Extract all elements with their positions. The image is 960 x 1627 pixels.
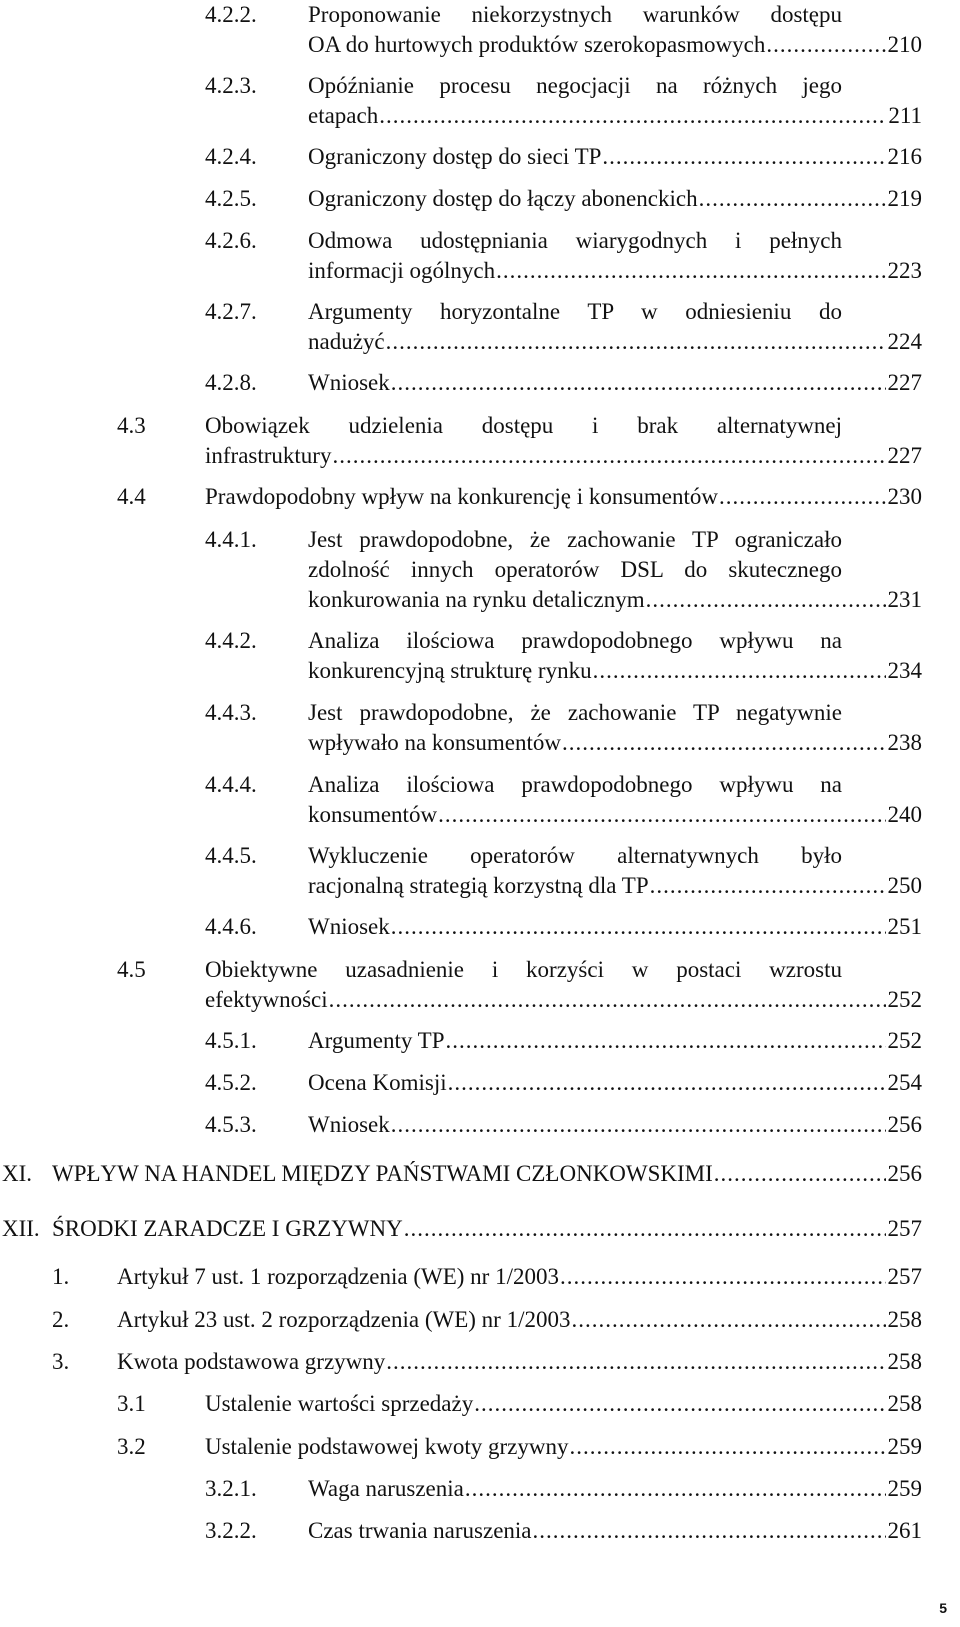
toc-entry-title: Ograniczony dostęp do łączy abonenckich xyxy=(308,186,698,211)
toc-entry[interactable] xyxy=(0,1432,960,1461)
toc-entry-page: 230 xyxy=(887,484,922,509)
toc-entry-title-line xyxy=(117,1305,922,1335)
toc-entry[interactable] xyxy=(0,626,960,684)
toc-entry-page: 227 xyxy=(887,443,922,468)
toc-entry[interactable] xyxy=(0,71,960,129)
toc-entry-body xyxy=(308,297,922,357)
dot-leader xyxy=(438,800,885,830)
toc-entry[interactable] xyxy=(0,841,960,899)
toc-entry-page: 258 xyxy=(887,1307,922,1332)
toc-entry-title-line xyxy=(308,101,922,131)
toc-entry-number: 4.2.8. xyxy=(205,370,257,395)
toc-entry-number: 4.2.5. xyxy=(205,186,257,211)
dot-leader xyxy=(329,985,886,1015)
toc-entry-title-line xyxy=(308,142,922,172)
toc-entry-page: 211 xyxy=(888,103,922,128)
toc-entry-title-line: Obiektywne uzasadnienie i korzyści w postaci wzrostu xyxy=(205,957,842,982)
toc-entry-title: racjonalną strategią korzystną dla TP xyxy=(308,873,649,898)
toc-entry-title-line xyxy=(308,1516,922,1546)
toc-entry-title-line xyxy=(308,184,922,214)
toc-entry-body xyxy=(308,698,922,758)
toc-entry-body xyxy=(205,1389,922,1419)
toc-entry-title-line xyxy=(205,482,922,512)
toc-entry-title: konkurencyjną strukturę rynku xyxy=(308,658,592,683)
toc-entry-title-line xyxy=(205,1432,922,1462)
toc-entry[interactable] xyxy=(0,1262,960,1291)
dot-leader xyxy=(448,1068,886,1098)
toc-entry-page: 224 xyxy=(887,329,922,354)
dot-leader xyxy=(391,912,886,942)
toc-entry-number: 4.5 xyxy=(117,957,146,982)
toc-entry[interactable] xyxy=(0,1026,960,1055)
dot-leader xyxy=(379,101,886,131)
toc-entry-title: Argumenty TP xyxy=(308,1028,445,1053)
toc-entry-number: 4.3 xyxy=(117,413,146,438)
toc-entry-number: 4.4.6. xyxy=(205,914,257,939)
toc-entry-title: konsumentów xyxy=(308,802,438,827)
dot-leader xyxy=(533,1516,886,1546)
toc-entry-body xyxy=(308,1026,922,1056)
toc-entry-number: 4.4.5. xyxy=(205,843,257,868)
toc-entry[interactable] xyxy=(0,1068,960,1097)
toc-entry-number: 4.2.7. xyxy=(205,299,257,324)
toc-entry-title-line xyxy=(52,1159,922,1189)
toc-entry-title: Prawdopodobny wpływ na konkurencję i konsumentów xyxy=(205,484,718,509)
toc-entry[interactable] xyxy=(0,1347,960,1376)
toc-entry-number: 4.4.2. xyxy=(205,628,257,653)
toc-entry-title: OA do hurtowych produktów szerokopasmowych xyxy=(308,32,766,57)
dot-leader xyxy=(391,368,886,398)
toc-entry-body xyxy=(308,226,922,286)
toc-entry-title-line xyxy=(308,1474,922,1504)
toc-entry-page: 256 xyxy=(887,1161,922,1186)
toc-entry[interactable] xyxy=(0,1474,960,1503)
dot-leader xyxy=(391,1110,886,1140)
toc-entry-body xyxy=(308,368,922,398)
dot-leader xyxy=(602,142,885,172)
toc-entry-page: 238 xyxy=(887,730,922,755)
toc-entry-title-line xyxy=(308,30,922,60)
dot-leader xyxy=(569,1432,885,1462)
toc-entry-page: 219 xyxy=(887,186,922,211)
toc-entry-body xyxy=(205,482,922,512)
toc-entry-page: 234 xyxy=(887,658,922,683)
toc-entry-title-line: Obowiązek udzielenia dostępu i brak alternatywnej xyxy=(205,413,842,438)
toc-entry[interactable] xyxy=(0,1389,960,1418)
toc-entry-page: 216 xyxy=(887,144,922,169)
toc-entry-number: 1. xyxy=(52,1264,70,1289)
toc-entry-title-line xyxy=(308,728,922,758)
toc-entry-page: 231 xyxy=(887,587,922,612)
dot-leader xyxy=(404,1214,886,1244)
dot-leader xyxy=(593,656,886,686)
toc-entry-title-line: Argumenty horyzontalne TP w odniesieniu do xyxy=(308,299,842,324)
toc-entry-title-line xyxy=(205,441,922,471)
dot-leader xyxy=(562,728,886,758)
toc-entry-body xyxy=(308,525,922,615)
toc-entry[interactable] xyxy=(0,297,960,355)
toc-entry-title: Wniosek xyxy=(308,370,390,395)
toc-entry-body xyxy=(308,626,922,686)
toc-entry-title: Ocena Komisji xyxy=(308,1070,447,1095)
toc-entry[interactable] xyxy=(0,142,960,171)
toc-entry-body xyxy=(205,1432,922,1462)
toc-entry-title-line: Jest prawdopodobne, że zachowanie TP negatywnie xyxy=(308,700,842,725)
toc-entry-number: 3.2 xyxy=(117,1434,146,1459)
dot-leader xyxy=(766,30,885,60)
dot-leader xyxy=(386,1347,885,1377)
toc-entry-body xyxy=(308,1474,922,1504)
toc-entry-page: 252 xyxy=(887,1028,922,1053)
toc-entry-number: 4.5.3. xyxy=(205,1112,257,1137)
toc-entry-page: 254 xyxy=(887,1070,922,1095)
dot-leader xyxy=(465,1474,886,1504)
toc-entry-page: 250 xyxy=(887,873,922,898)
toc-entry-body xyxy=(52,1159,922,1189)
toc-entry-number: 4.2.2. xyxy=(205,2,257,27)
toc-entry-title: konkurowania na rynku detalicznym xyxy=(308,587,645,612)
toc-entry[interactable] xyxy=(0,1305,960,1334)
dot-leader xyxy=(719,482,886,512)
toc-entry-title-line: Proponowanie niekorzystnych warunków dostępu xyxy=(308,2,842,27)
toc-entry-title-line xyxy=(308,585,922,615)
toc-entry-title: nadużyć xyxy=(308,329,385,354)
toc-entry-page: 259 xyxy=(887,1434,922,1459)
toc-entry-page: 259 xyxy=(887,1476,922,1501)
toc-entry-title: infrastruktury xyxy=(205,443,332,468)
toc-entry-title: wpływało na konsumentów xyxy=(308,730,561,755)
toc-entry-body xyxy=(308,1110,922,1140)
toc-entry[interactable] xyxy=(0,226,960,284)
toc-entry-body xyxy=(308,912,922,942)
toc-entry-title-line xyxy=(308,912,922,942)
toc-entry-title-line xyxy=(205,1389,922,1419)
toc-entry-title-line xyxy=(308,871,922,901)
toc-entry-title: Ustalenie wartości sprzedaży xyxy=(205,1391,474,1416)
toc-entry-body xyxy=(52,1214,922,1244)
toc-entry[interactable] xyxy=(0,1110,960,1139)
toc-entry-number: XII. xyxy=(2,1216,40,1241)
dot-leader xyxy=(332,441,885,471)
toc-entry-page: 261 xyxy=(887,1518,922,1543)
toc-entry-body xyxy=(308,71,922,131)
toc-entry-number: 4.4.4. xyxy=(205,772,257,797)
dot-leader xyxy=(714,1159,886,1189)
toc-entry-number: 4.4.3. xyxy=(205,700,257,725)
toc-entry-page: 210 xyxy=(887,32,922,57)
toc-entry-title-line xyxy=(117,1347,922,1377)
toc-entry-title-line xyxy=(308,327,922,357)
toc-entry-number: 3.1 xyxy=(117,1391,146,1416)
dot-leader xyxy=(474,1389,885,1419)
toc-entry-number: 4.5.1. xyxy=(205,1028,257,1053)
dot-leader xyxy=(496,256,885,286)
toc-entry-title-line: Jest prawdopodobne, że zachowanie TP ograniczało xyxy=(308,527,842,552)
toc-entry-body xyxy=(308,184,922,214)
toc-entry-page: 256 xyxy=(887,1112,922,1137)
toc-entry-body xyxy=(308,1516,922,1546)
toc-entry-page: 252 xyxy=(887,987,922,1012)
toc-entry-page: 258 xyxy=(887,1391,922,1416)
toc-entry[interactable] xyxy=(0,912,960,941)
toc-entry-title-line xyxy=(308,368,922,398)
toc-entry-page: 227 xyxy=(887,370,922,395)
toc-entry-title: WPŁYW NA HANDEL MIĘDZY PAŃSTWAMI CZŁONKOWSKIMI xyxy=(52,1161,713,1186)
toc-entry[interactable] xyxy=(0,770,960,828)
toc-entry-page: 251 xyxy=(887,914,922,939)
toc-entry-title-line xyxy=(308,656,922,686)
toc-entry-number: 3.2.2. xyxy=(205,1518,257,1543)
toc-entry-title-line: Odmowa udostępniania wiarygodnych i pełnych xyxy=(308,228,842,253)
toc-entry-body xyxy=(308,770,922,830)
dot-leader xyxy=(446,1026,886,1056)
toc-entry-number: 4.2.4. xyxy=(205,144,257,169)
toc-entry-body xyxy=(117,1262,922,1292)
toc-entry-title: informacji ogólnych xyxy=(308,258,496,283)
toc-entry-title: ŚRODKI ZARADCZE I GRZYWNY xyxy=(52,1216,403,1241)
dot-leader xyxy=(646,585,886,615)
toc-entry[interactable] xyxy=(0,525,960,612)
toc-entry[interactable] xyxy=(0,698,960,756)
dot-leader xyxy=(699,184,886,214)
toc-entry[interactable] xyxy=(0,482,960,511)
toc-entry-number: 4.2.3. xyxy=(205,73,257,98)
toc-entry-body xyxy=(308,1068,922,1098)
toc-entry-page: 223 xyxy=(887,258,922,283)
toc-entry-page: 257 xyxy=(887,1216,922,1241)
dot-leader xyxy=(386,327,886,357)
toc-entry-number: 4.4.1. xyxy=(205,527,257,552)
toc-entry-body xyxy=(308,142,922,172)
toc-entry-page: 258 xyxy=(887,1349,922,1374)
page-number: 5 xyxy=(939,1600,947,1616)
toc-entry[interactable] xyxy=(0,411,960,469)
toc-entry-body xyxy=(117,1305,922,1335)
toc-entry-title-line: zdolność innych operatorów DSL do skutecznego xyxy=(308,557,842,582)
toc-entry-title-line: Opóźnianie procesu negocjacji na różnych jego xyxy=(308,73,842,98)
toc-entry[interactable] xyxy=(0,368,960,397)
toc-entry-number: 3.2.1. xyxy=(205,1476,257,1501)
toc-entry-page: 257 xyxy=(887,1264,922,1289)
toc-entry[interactable] xyxy=(0,955,960,1013)
toc-entry-title: Wniosek xyxy=(308,1112,390,1137)
toc-entry[interactable] xyxy=(0,0,960,58)
toc-entry-number: 4.2.6. xyxy=(205,228,257,253)
toc-entry[interactable] xyxy=(0,1159,960,1188)
dot-leader xyxy=(650,871,886,901)
toc-entry[interactable] xyxy=(0,1214,960,1243)
toc-entry-title-line xyxy=(52,1214,922,1244)
toc-entry-title: Wniosek xyxy=(308,914,390,939)
toc-entry-page: 240 xyxy=(887,802,922,827)
toc-entry-body xyxy=(205,955,922,1015)
toc-entry-body xyxy=(308,841,922,901)
toc-entry-title-line: Analiza ilościowa prawdopodobnego wpływu na xyxy=(308,628,842,653)
toc-entry-title-line xyxy=(205,985,922,1015)
toc-entry[interactable] xyxy=(0,1516,960,1545)
toc-entry-number: XI. xyxy=(2,1161,33,1186)
toc-entry-title-line xyxy=(308,1026,922,1056)
toc-entry-title-line xyxy=(308,256,922,286)
toc-entry[interactable] xyxy=(0,184,960,213)
toc-entry-title: Ustalenie podstawowej kwoty grzywny xyxy=(205,1434,569,1459)
toc-entry-title: Kwota podstawowa grzywny xyxy=(117,1349,386,1374)
toc-entry-title-line xyxy=(117,1262,922,1292)
dot-leader xyxy=(560,1262,886,1292)
toc-entry-title: Waga naruszenia xyxy=(308,1476,464,1501)
toc-entry-title-line xyxy=(308,800,922,830)
toc-entry-title: Ograniczony dostęp do sieci TP xyxy=(308,144,602,169)
toc-entry-body xyxy=(117,1347,922,1377)
toc-entry-title: Artykuł 23 ust. 2 rozporządzenia (WE) nr 1/2003 xyxy=(117,1307,571,1332)
toc-entry-number: 3. xyxy=(52,1349,70,1374)
toc-entry-title: Czas trwania naruszenia xyxy=(308,1518,532,1543)
toc-entry-number: 4.5.2. xyxy=(205,1070,257,1095)
toc-entry-body xyxy=(205,411,922,471)
toc-entry-title-line xyxy=(308,1068,922,1098)
toc-entry-title-line: Analiza ilościowa prawdopodobnego wpływu na xyxy=(308,772,842,797)
toc-entry-number: 4.4 xyxy=(117,484,146,509)
toc-entry-body xyxy=(308,0,922,60)
toc-entry-title-line xyxy=(308,1110,922,1140)
toc-entry-title-line: Wykluczenie operatorów alternatywnych było xyxy=(308,843,842,868)
toc-entry-number: 2. xyxy=(52,1307,70,1332)
toc-entry-title: efektywności xyxy=(205,987,328,1012)
dot-leader xyxy=(571,1305,885,1335)
toc-entry-title: Artykuł 7 ust. 1 rozporządzenia (WE) nr 1/2003 xyxy=(117,1264,559,1289)
toc-entry-title: etapach xyxy=(308,103,379,128)
